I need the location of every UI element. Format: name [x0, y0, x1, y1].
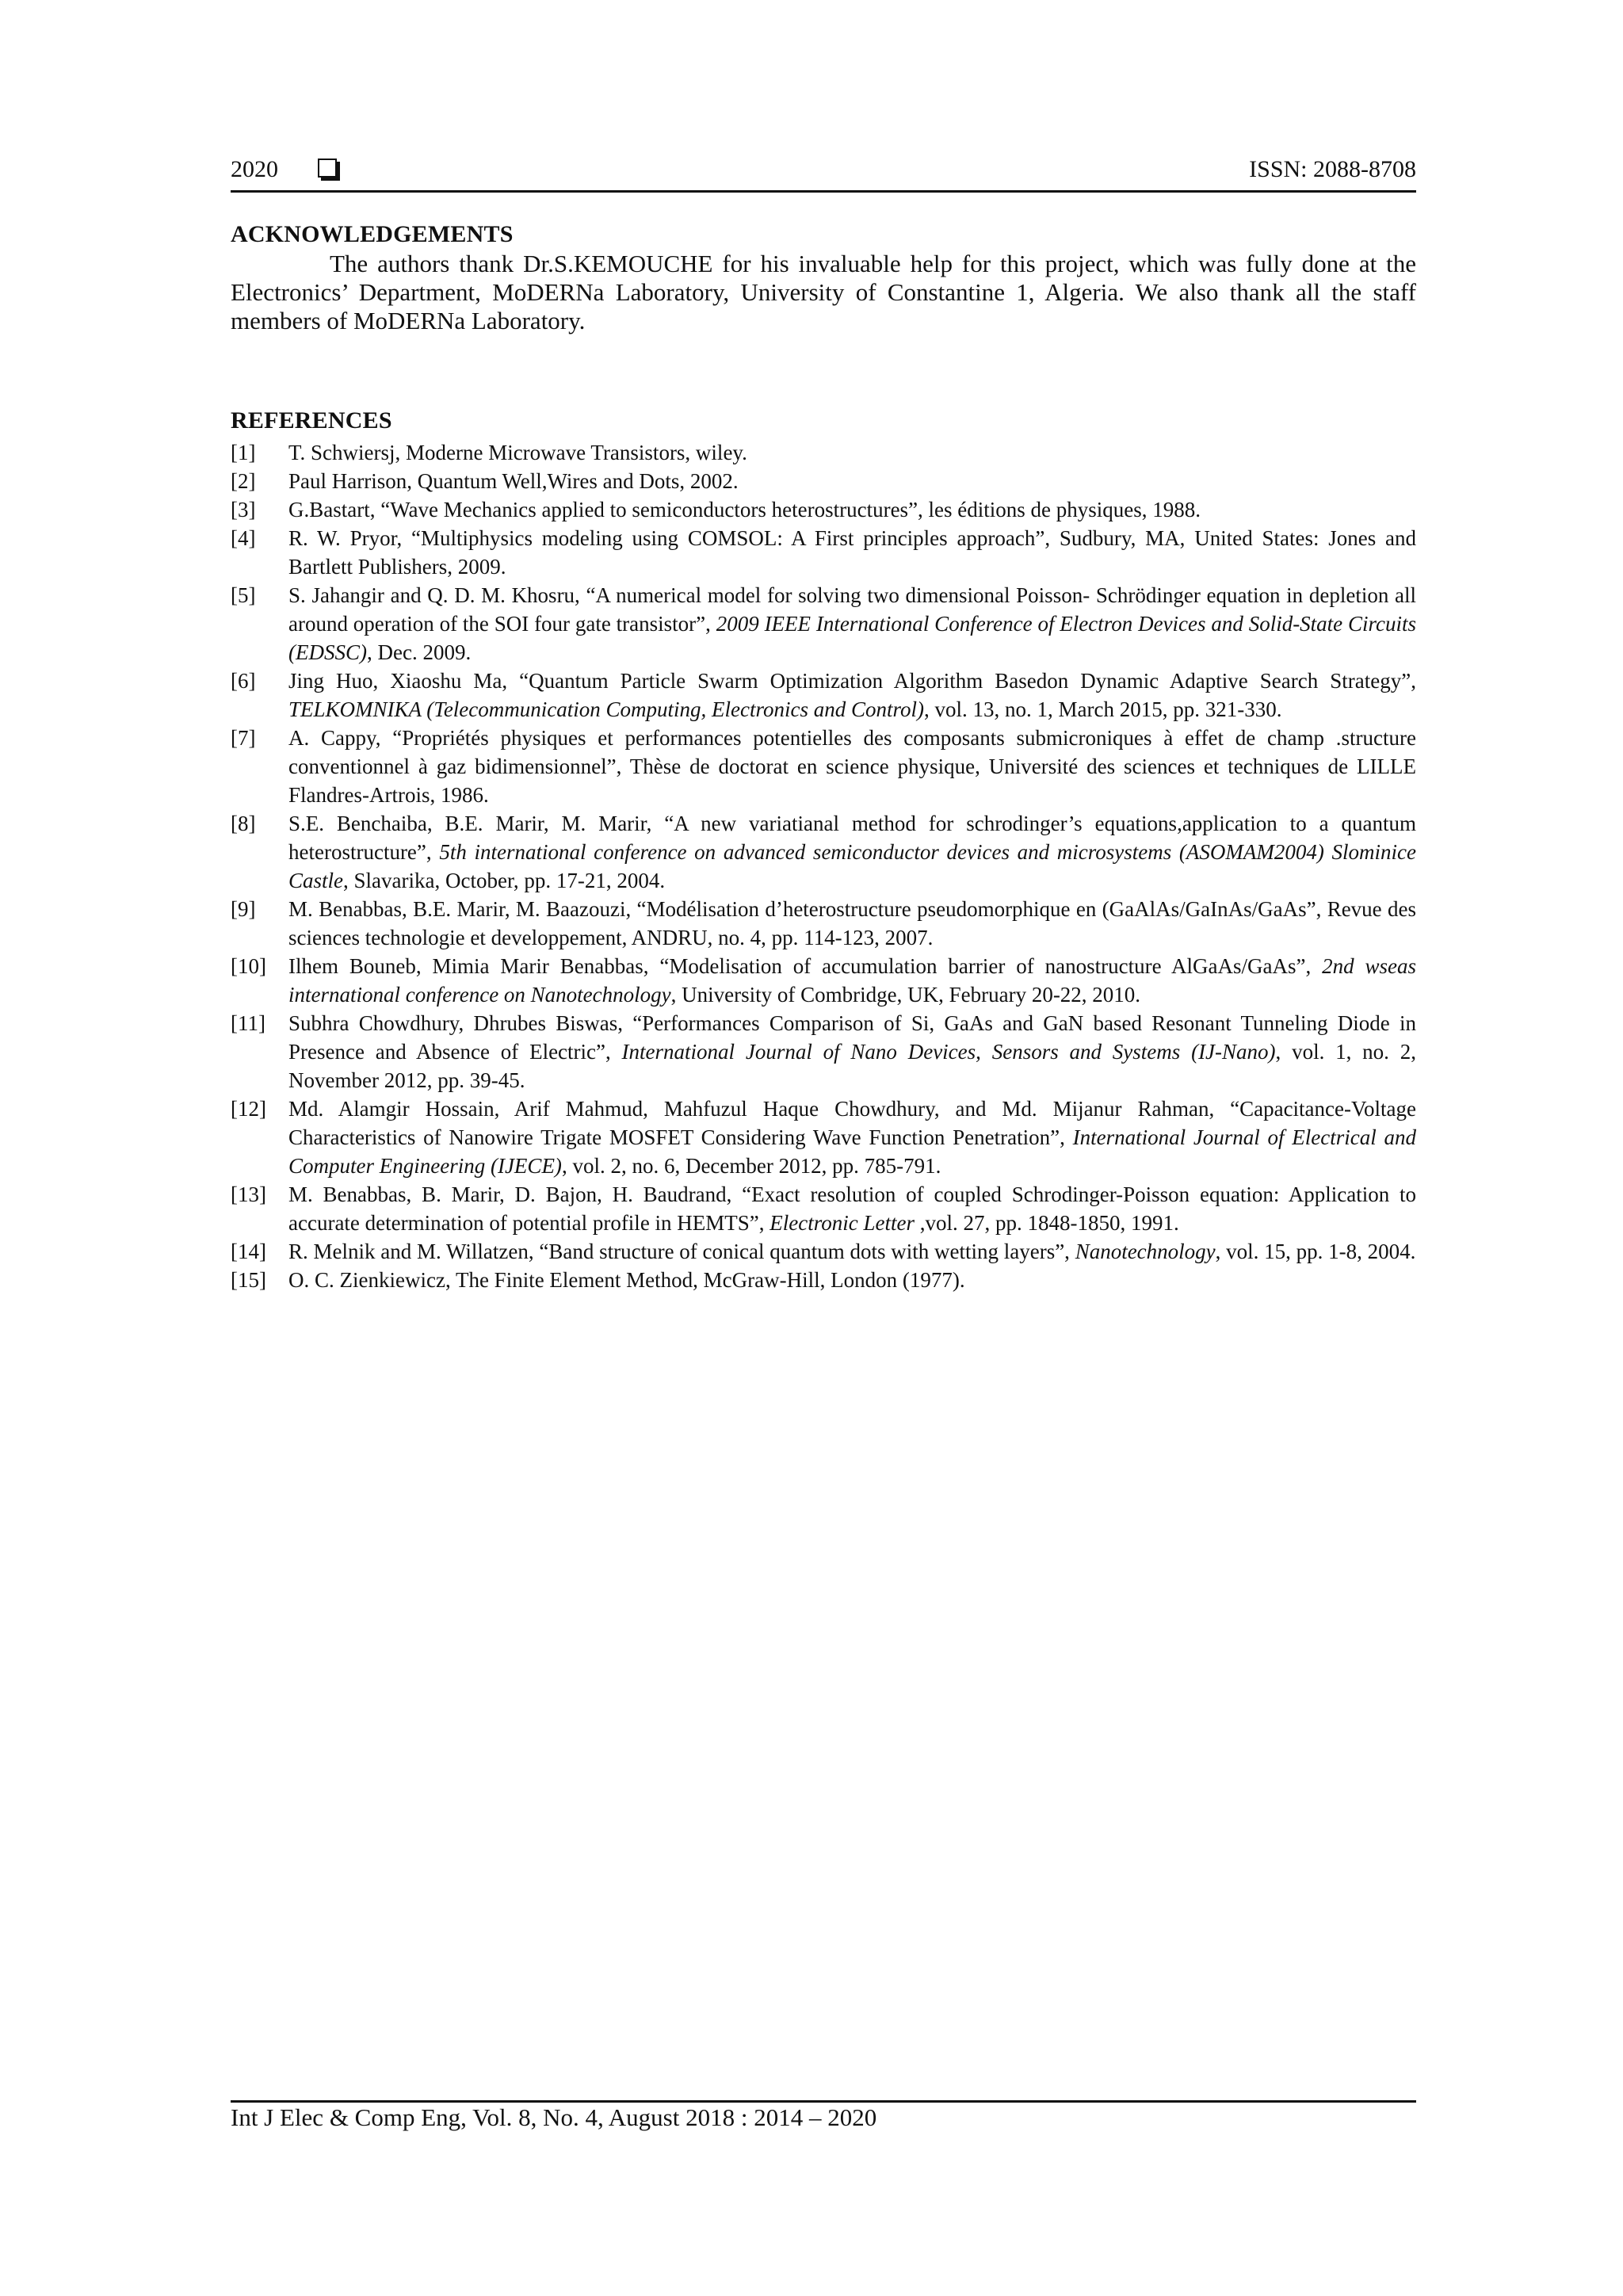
reference-text	[288, 1097, 1416, 1178]
reference-item	[231, 467, 1416, 495]
reference-segment: R. W. Pryor, “Multiphysics modeling using COMSOL: A First principles approach”, Sudbury, MA, United States: Jones and Bartlett Publishers, 2009.	[288, 526, 1416, 579]
reference-italic-segment: International Journal of Nano Devices, Sensors and Systems (IJ-Nano)	[621, 1040, 1276, 1064]
reference-item	[231, 895, 1416, 952]
reference-text	[288, 1182, 1416, 1235]
reference-italic-segment: TELKOMNIKA (Telecommunication Computing, Electronics and Control)	[288, 697, 924, 721]
reference-segment: , University of Combridge, UK, February 20-22, 2010.	[670, 983, 1141, 1007]
reference-number: [12]	[231, 1097, 266, 1121]
reference-text	[288, 498, 1201, 521]
reference-text	[288, 469, 739, 493]
reference-text	[288, 1011, 1416, 1092]
reference-italic-segment: 5th international conference on advanced semiconductor devices and microsystems (ASOMAM2004) Slominice Castle	[288, 840, 1416, 892]
reference-number: [6]	[231, 669, 256, 693]
header-left	[231, 152, 337, 187]
reference-text	[288, 669, 1416, 721]
reference-segment: , Dec. 2009.	[366, 640, 472, 664]
reference-item	[231, 1095, 1416, 1180]
page-header	[231, 152, 1416, 192]
reference-text	[288, 726, 1416, 807]
reference-text	[288, 812, 1416, 892]
reference-number: [4]	[231, 526, 256, 550]
reference-segment: M. Benabbas, B.E. Marir, M. Baazouzi, “Modélisation d’heterostructure pseudomorphique en (GaAlAs/GaInAs/GaAs”, Revue des sciences technologie et developpement, ANDRU, no. 4, pp. 114-123, 2007.	[288, 897, 1416, 949]
reference-item	[231, 524, 1416, 581]
reference-item	[231, 1009, 1416, 1095]
reference-item	[231, 724, 1416, 809]
reference-text	[288, 954, 1416, 1007]
reference-number: [1]	[231, 441, 256, 464]
reference-number: [3]	[231, 498, 256, 521]
reference-segment: , Slavarika, October, pp. 17-21, 2004.	[343, 869, 666, 892]
reference-segment: Md. Alamgir Hossain, Arif Mahmud, Mahfuzul Haque Chowdhury, and Md. Mijanur Rahman, “Capacitance-Voltage Characteristics of Nanowire Trigate MOSFET Considering Wave Function Penetration”,	[288, 1097, 1416, 1149]
references-list	[231, 438, 1416, 1294]
reference-segment: T. Schwiersj, Moderne Microwave Transistors, wiley.	[288, 441, 747, 464]
reference-number: [8]	[231, 812, 256, 835]
header-divider	[231, 190, 1416, 193]
reference-text	[288, 897, 1416, 949]
reference-segment: S.E. Benchaiba, B.E. Marir, M. Marir, “A new variatianal method for schrodinger’s equations,application to a quantum heterostructure”,	[288, 812, 1416, 864]
reference-italic-segment: Nanotechnology	[1075, 1240, 1216, 1263]
reference-segment: M. Benabbas, B. Marir, D. Bajon, H. Baudrand, “Exact resolution of coupled Schrodinger-Poisson equation: Application to accurate determination of potential profile in HEMTS”,	[288, 1182, 1416, 1235]
reference-segment: Jing Huo, Xiaoshu Ma, “Quantum Particle Swarm Optimization Algorithm Basedon Dynamic Adaptive Search Strategy”,	[288, 669, 1416, 693]
reference-text	[288, 1240, 1415, 1263]
reference-item	[231, 495, 1416, 524]
reference-number: [7]	[231, 726, 256, 750]
reference-segment: S. Jahangir and Q. D. M. Khosru, “A numerical model for solving two dimensional Poisson- Schrödinger equation in depletion all around operation of the SOI four gate transistor”,	[288, 583, 1416, 636]
issn-label: ISSN: 2088-8708	[1249, 156, 1416, 182]
reference-segment: , vol. 2, no. 6, December 2012, pp. 785-791.	[561, 1154, 941, 1178]
reference-segment: Subhra Chowdhury, Dhrubes Biswas, “Performances Comparison of Si, GaAs and GaN based Resonant Tunneling Diode in Presence and Absence of Electric”,	[288, 1011, 1416, 1064]
reference-number: [15]	[231, 1268, 266, 1292]
reference-item	[231, 438, 1416, 467]
reference-segment: G.Bastart, “Wave Mechanics applied to semiconductors heterostructures”, les éditions de physiques, 1988.	[288, 498, 1201, 521]
reference-number: [5]	[231, 583, 256, 607]
reference-segment: , vol. 13, no. 1, March 2015, pp. 321-330.	[923, 697, 1282, 721]
reference-item	[231, 1237, 1416, 1266]
reference-segment: ,vol. 27, pp. 1848-1850, 1991.	[915, 1211, 1179, 1235]
acknowledgements-heading: ACKNOWLEDGEMENTS	[231, 221, 514, 247]
reference-number: [11]	[231, 1011, 265, 1035]
reference-item	[231, 809, 1416, 895]
reference-segment: R. Melnik and M. Willatzen, “Band structure of conical quantum dots with wetting layers”,	[288, 1240, 1075, 1263]
reference-number: [10]	[231, 954, 266, 978]
page-number: 2020	[231, 156, 278, 182]
reference-item	[231, 667, 1416, 724]
reference-italic-segment: 2009 IEEE International Conference of Electron Devices and Solid-State Circuits (EDSSC)	[288, 612, 1417, 664]
reference-number: [2]	[231, 469, 256, 493]
reference-italic-segment: 2nd wseas international conference on Nanotechnology	[288, 954, 1416, 1007]
reference-segment: , vol. 15, pp. 1-8, 2004.	[1215, 1240, 1416, 1263]
reference-item	[231, 952, 1416, 1009]
acknowledgements-text: The authors thank Dr.S.KEMOUCHE for his invaluable help for this project, which was fully done at the Electronics’ Department, MoDERNa Laboratory, University of Constantine 1, Algeria. We also thank all the staff members of MoDERNa Laboratory.	[231, 250, 1416, 334]
reference-segment: O. C. Zienkiewicz, The Finite Element Method, McGraw-Hill, London (1977).	[288, 1268, 965, 1292]
reference-number: [9]	[231, 897, 256, 921]
references-heading: REFERENCES	[231, 407, 392, 434]
reference-segment: Paul Harrison, Quantum Well,Wires and Dots, 2002.	[288, 469, 739, 493]
reference-number: [14]	[231, 1240, 266, 1263]
reference-text	[288, 526, 1416, 579]
reference-segment: Ilhem Bouneb, Mimia Marir Benabbas, “Modelisation of accumulation barrier of nanostructure AlGaAs/GaAs”,	[288, 954, 1323, 978]
reference-italic-segment: Electronic Letter	[769, 1211, 915, 1235]
reference-item	[231, 581, 1416, 667]
footer-citation: Int J Elec & Comp Eng, Vol. 8, No. 4, August 2018 : 2014 – 2020	[231, 2103, 877, 2131]
reference-italic-segment: International Journal of Electrical and Computer Engineering (IJECE)	[288, 1125, 1416, 1178]
reference-text	[288, 441, 747, 464]
reference-number: [13]	[231, 1182, 266, 1206]
reference-segment: A. Cappy, “Propriétés physiques et performances potentielles des composants submicroniques à effet de champ .structure conventionnel à gaz bidimensionnel”, Thèse de doctorat en science physique, Université des sciences et techniques de LILLE Flandres-Artrois, 1986.	[288, 726, 1416, 807]
checkbox-square-icon	[318, 159, 337, 178]
reference-text	[288, 583, 1416, 664]
reference-item	[231, 1180, 1416, 1237]
reference-item	[231, 1266, 1416, 1294]
reference-text	[288, 1268, 965, 1292]
reference-segment: , vol. 1, no. 2, November 2012, pp. 39-45.	[288, 1040, 1416, 1092]
